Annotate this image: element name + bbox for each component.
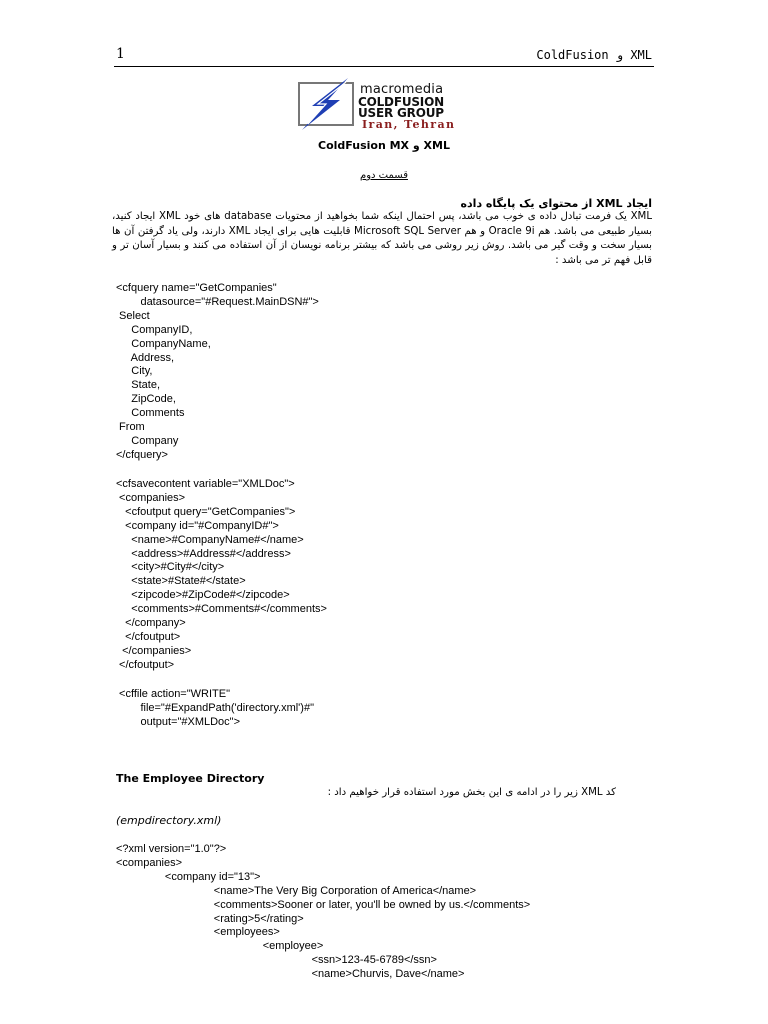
code-block-cfsavecontent: <cfsavecontent variable="XMLDoc"> <companies> <cfoutput query="GetCompanies"> <company id="#CompanyID#"> <name>#CompanyName#</name> <address>#Address#</address> <city>#City#</city> <state>#State#</state> <zipcode>#ZipCode#</zipcode> <comments>#Comments#</comments> </company> </cfoutput> </companies> </cfoutput> (116, 478, 327, 671)
section-heading-employee-directory: The Employee Directory (116, 772, 265, 785)
code-block-cffile: <cffile action="WRITE" file="#ExpandPath('directory.xml')#" output="#XMLDoc"> (119, 688, 314, 728)
header-rule (114, 66, 654, 67)
employee-directory-intro: کد XML زیر را در ادامه ی این بخش مورد استفاده قرار خواهیم داد : (327, 787, 616, 798)
document-title: ColdFusion MX و XML (318, 139, 450, 152)
lightning-bolt-icon (296, 76, 356, 134)
code-block-cfquery: <cfquery name="GetCompanies" datasource="#Request.MainDSN#"> Select CompanyID, CompanyName, Address, City, State, ZipCode, Comments From Company </cfquery> (116, 282, 319, 461)
logo-line-user-group: USER GROUP (358, 106, 444, 120)
coldfusion-user-group-logo (296, 76, 476, 134)
xml-filename: (empdirectory.xml) (116, 814, 222, 827)
logo-line-coldfusion: COLDFUSION (358, 95, 444, 109)
intro-paragraph: XML یک فرمت تبادل داده ی خوب می باشد، پس احتمال اینکه شما بخواهید از محتویات database های خود XML ایجاد کنید، بسیار طبیعی می باشد. هم Oracle 9i و هم Microsoft SQL Server قابلیت هایی برای ایجاد XML دارند، ولی یاد گرفتن آن ها بسیار سخت و وقت گیر می باشد. روش زیر روشی می باشد که بیشتر برنامه نویسان از آن استفاده می کنند و بسیار آسان تر و قابل فهم تر می باشد : (112, 211, 653, 266)
section-heading-xml-from-database: ایجاد XML از محتوای یک پایگاه داده (460, 197, 652, 210)
code-block-xml: <?xml version="1.0"?> <companies> <company id="13"> <name>The Very Big Corporation of America</name> <comments>Sooner or later, you'll be owned by us.</comments> <rating>5</rating> <employees> <employee> <ssn>123-45-6789</ssn> <name>Churvis, Dave</name> (116, 843, 531, 981)
logo-line-location: Iran, Tehran (362, 118, 456, 131)
document-subtitle: قسمت دوم (360, 170, 408, 181)
header-title: XML و ColdFusion (536, 48, 652, 62)
logo-line-macromedia: macromedia (360, 82, 444, 97)
page-number: 1 (116, 46, 125, 62)
